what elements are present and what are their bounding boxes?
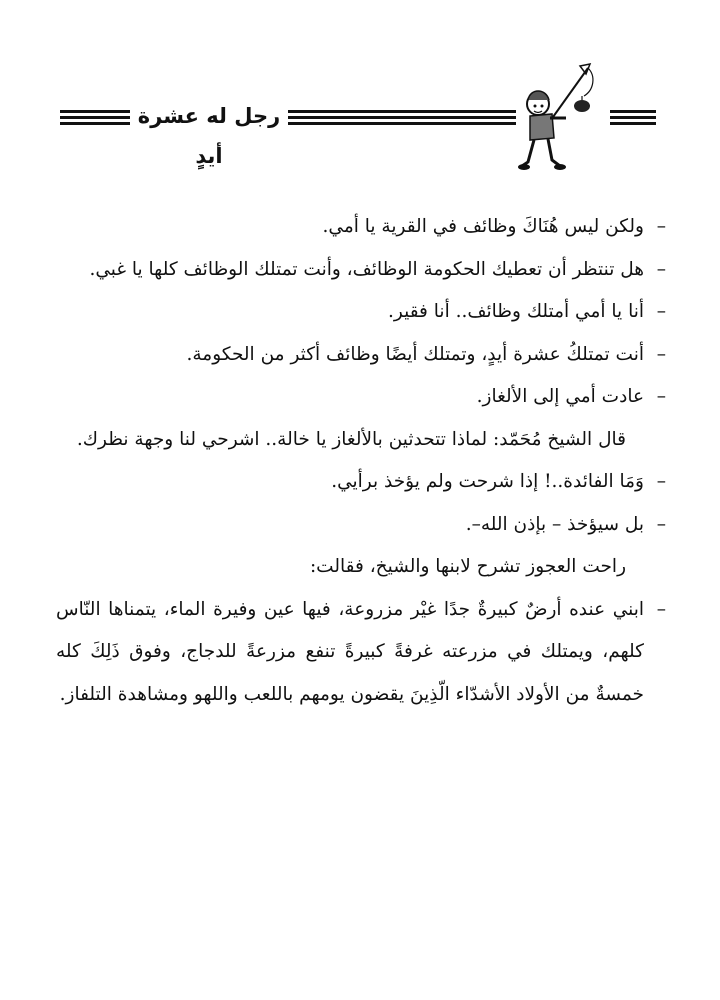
- decorative-rule-left: [60, 110, 130, 126]
- dash-marker: –: [656, 258, 666, 280]
- dash-marker: –: [656, 471, 666, 492]
- page-title: رجل له عشرة أيدٍ: [137, 104, 281, 168]
- dash-marker: –: [656, 216, 666, 237]
- page-header: [40, 62, 680, 172]
- dialogue-line: – عادت أمي إلى الألغاز.: [56, 376, 666, 419]
- dash-marker: –: [656, 386, 666, 407]
- dialogue-line: – ابني عنده أرضٌ كبيرةٌ جدًا غيْر مزروعة، فيها عين وفيرة الماء، يتمناها النّاس كلهم، ويمتلك في مزرعته غرفةً كبيرةً تنفع مزرعةً للدجاج، وفوق ذَلِكَ كله خمسةٌ من الأولاد الأشدّاء الّذِينَ يقضون يومهم باللعب واللهو ومشاهدة التلفاز.: [56, 589, 666, 717]
- page-body: [56, 206, 666, 716]
- dash-marker: –: [656, 513, 666, 535]
- dialogue-line: – أنا يا أمي أمتلك وظائف.. أنا فقير.: [56, 291, 666, 334]
- cartoon-boy-illustration: [518, 62, 610, 172]
- dash-marker: –: [656, 301, 666, 322]
- dash-marker: –: [656, 598, 666, 620]
- dialogue-line: – أنت تمتلكُ عشرة أيدٍ، وتمتلك أيضًا وظائف أكثر من الحكومة.: [56, 334, 666, 377]
- decorative-rule-right: [610, 110, 656, 126]
- dash-marker: –: [656, 343, 666, 365]
- narration-paragraph: راحت العجوز تشرح لابنها والشيخ، فقالت:: [309, 556, 626, 577]
- dialogue-line: – بل سيؤخذ – بإذن الله–.: [56, 504, 666, 547]
- narration-paragraph: قال الشيخ مُحَمّد: لماذا تتحدثين بالألغاز يا خالة.. اشرحي لنا وجهة نظرك.: [76, 428, 626, 450]
- decorative-rule-middle: [288, 110, 516, 126]
- dialogue-line: – هل تنتظر أن تعطيك الحكومة الوظائف، وأنت تمتلك الوظائف كلها يا غبي.: [56, 249, 666, 292]
- dialogue-line: – وَمَا الفائدة..! إذا شرحت ولم يؤخذ برأيي.: [56, 461, 666, 504]
- dialogue-line: – ولكن ليس هُنَاكَ وظائف في القرية يا أمي.: [56, 206, 666, 249]
